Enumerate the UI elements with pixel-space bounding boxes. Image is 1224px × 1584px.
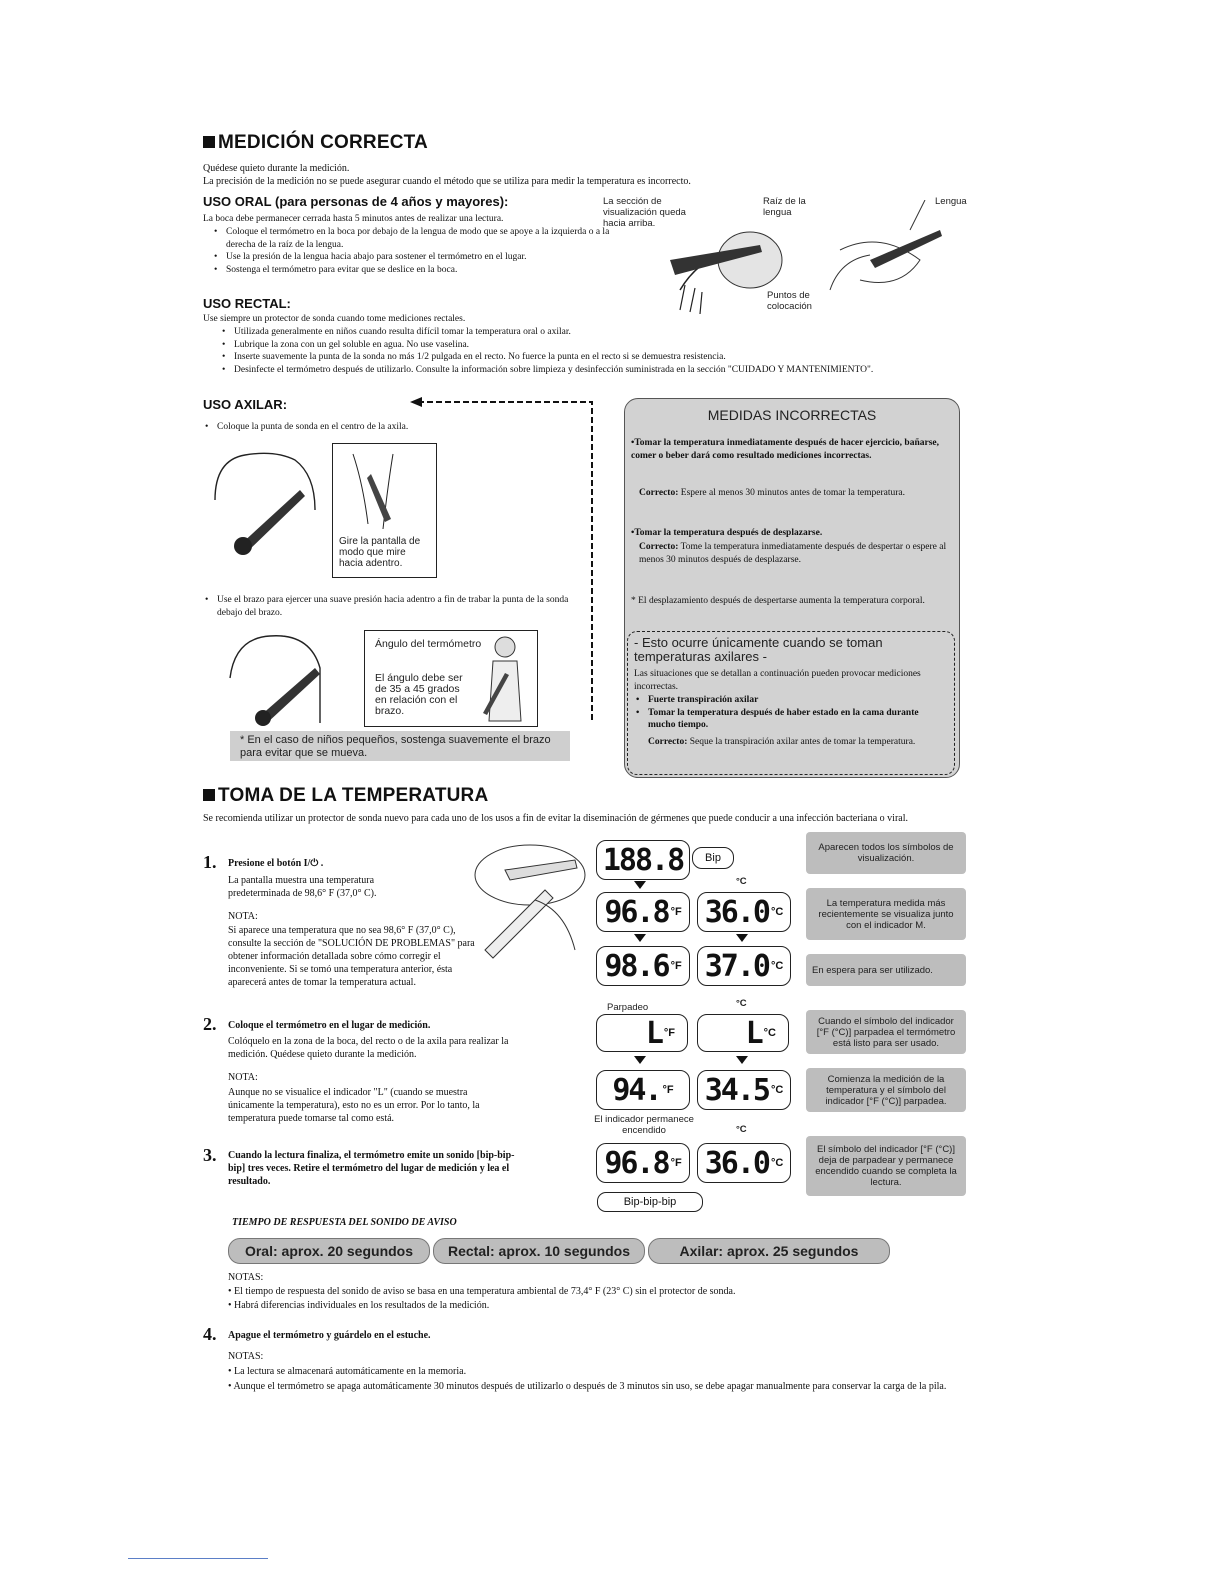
list-item: • Use la presión de la lengua hacia abajo para sostener el termómetro en el lugar. <box>212 251 612 264</box>
step-4-note-1: • La lectura se almacenará automáticamente en la memoria. <box>228 1366 467 1377</box>
pill-rectal: Rectal: aprox. 10 segundos <box>433 1238 645 1264</box>
step-2-number: 2. <box>203 1014 217 1034</box>
axilar-only-bullets: • Fuerte transpiración axilar • Tomar la temperatura después de haber estado en la cama durante mucho tiempo. <box>634 694 934 732</box>
display-c-final: 36.0 °C <box>697 1143 791 1183</box>
axilar-illustration-1 <box>205 440 335 555</box>
incorrect-item-1: •Tomar la temperatura inmediatamente después de hacer ejercicio, bañarse, comer o beber dará como resultado mediciones incorrectas. <box>631 438 939 461</box>
angle-illustration <box>475 633 535 723</box>
oral-text: La boca debe permanecer cerrada hasta 5 minutos antes de realizar una lectura. <box>203 214 504 224</box>
incorrect-title: MEDIDAS INCORRECTAS <box>707 407 877 423</box>
axilar-fig1-box <box>332 443 437 578</box>
fig-root-label: Raíz de la lengua <box>763 196 806 218</box>
list-item: • Sostenga el termómetro para evitar que se deslice en la boca. <box>212 264 612 277</box>
display-f-final: 96.8 °F <box>596 1143 690 1183</box>
arm-illustration <box>333 444 433 534</box>
response-title: TIEMPO DE RESPUESTA DEL SONIDO DE AVISO <box>232 1217 457 1228</box>
incorrect-item-3: * El desplazamiento después de despertarse aumenta la temperatura corporal. <box>631 596 925 606</box>
display-f-measuring: 94. °F <box>596 1070 690 1110</box>
response-notes-label: NOTAS: <box>228 1272 264 1283</box>
axilar-only-title: - Esto ocurre únicamente cuando se toman temperaturas axilares - <box>634 635 883 664</box>
rectal-bullets <box>220 326 980 376</box>
footer-rule <box>128 1558 268 1559</box>
step-2-note-label: NOTA: <box>228 1072 258 1083</box>
rectal-text: Use siempre un protector de sonda cuando tome mediciones rectales. <box>203 314 466 324</box>
response-note-1: • El tiempo de respuesta del sonido de aviso se basa en una temperatura ambiental de 73,4° F (23° C) sin el protector de sonda. <box>228 1286 736 1297</box>
pill-oral: Oral: aprox. 20 segundos <box>228 1238 430 1264</box>
side-note-6: El símbolo del indicador [°F (°C)] deja de parpadear y permanece encendido cuando se completa la lectura. <box>806 1136 966 1196</box>
list-item: • Coloque el termómetro en la boca por debajo de la lengua de modo que se apoye a la izquierda o a la derecha de la raíz de la lengua. <box>212 226 612 251</box>
section-title-toma: TOMA DE LA TEMPERATURA <box>203 785 488 807</box>
list-item: • Lubrique la zona con un gel soluble en agua. No use vaselina. <box>220 339 980 352</box>
child-note: * En el caso de niños pequeños, sostenga suavemente el brazo para evitar que se mueva. <box>230 731 570 761</box>
display-f-memory: 96.8 °F <box>596 892 690 932</box>
oral-illustration <box>640 200 970 320</box>
axilar-bullet-2: • Use el brazo para ejercer una suave presión hacia adentro a fin de trabar la punta de la sonda debajo del brazo. <box>203 594 583 619</box>
fig-tongue-label: Lengua <box>935 196 967 207</box>
display-c-memory: 36.0 °C <box>697 892 791 932</box>
display-all-symbols: 188.8 <box>596 840 690 880</box>
axilar-only-intro: Las situaciones que se detallan a continuación pueden provocar mediciones incorrectas. <box>634 669 921 692</box>
axilar-only-box <box>627 631 955 775</box>
display-f-standby: 98.6 °F <box>596 946 690 986</box>
step-4-title: Apague el termómetro y guárdelo en el estuche. <box>228 1330 431 1341</box>
step-2-title: Coloque el termómetro en el lugar de medición. <box>228 1020 431 1031</box>
bip-indicator: Bip <box>692 847 734 869</box>
arrow-down-icon <box>634 934 646 942</box>
step-2-note: Aunque no se visualice el indicador "L" (cuando se muestra únicamente la temperatura), esto no es un error. Por lo tanto, la temperatura puede tomarse tal como está. <box>228 1087 480 1124</box>
intro-line-1: Quédese quieto durante la medición. <box>203 163 350 174</box>
side-note-4: Cuando el símbolo del indicador [°F (°C)] parpadea el termómetro está listo para ser usado. <box>806 1010 966 1054</box>
intro-line-2: La precisión de la medición no se puede asegurar cuando el método que se utiliza para medir la temperatura es incorrecto. <box>203 176 691 187</box>
unit-c-label: °C <box>736 876 747 887</box>
side-note-5: Comienza la medición de la temperatura y el símbolo del indicador [°F (°C)] parpadea. <box>806 1068 966 1112</box>
incorrect-item-2-fix: Correcto: Tome la temperatura inmediatamente después de despertar o espere al menos 30 minutos después de desplazarse. <box>639 542 947 565</box>
response-note-2: • Habrá diferencias individuales en los resultados de la medición. <box>228 1300 490 1311</box>
unit-c-label: °C <box>736 1124 747 1135</box>
step-1-number: 1. <box>203 852 217 872</box>
list-item: • Utilizada generalmente en niños cuando resulta difícil tomar la temperatura oral o axilar. <box>220 326 980 339</box>
hand-thermometer-illustration <box>465 840 595 960</box>
step-4-notes-label: NOTAS: <box>228 1351 264 1362</box>
step-4-number: 4. <box>203 1324 217 1344</box>
bipbip-indicator: Bip-bip-bip <box>597 1192 703 1212</box>
side-note-3: En espera para ser utilizado. <box>806 954 966 986</box>
axilar-fig2-title: Ángulo del termómetro <box>375 638 482 650</box>
incorrect-item-2: •Tomar la temperatura después de desplazarse. <box>631 528 823 538</box>
display-c-ready: L °C <box>697 1014 789 1052</box>
step-2-text: Colóquelo en la zona de la boca, del recto o de la axila para realizar la medición. Quédese quieto durante la medición. <box>228 1036 509 1060</box>
toma-intro: Se recomienda utilizar un protector de sonda nuevo para cada uno de los usos a fin de evitar la diseminación de gérmenes que puede conducir a una infección bacteriana o viral. <box>203 813 908 824</box>
display-f-ready: L °F <box>596 1014 688 1052</box>
rectal-heading: USO RECTAL: <box>203 296 291 311</box>
unit-c-label: °C <box>736 998 747 1009</box>
axilar-fig2-text: El ángulo debe ser de 35 a 45 grados en relación con el brazo. <box>375 672 463 717</box>
axilar-bullet-1: • Coloque la punta de sonda en el centro de la axila. <box>203 421 583 434</box>
axilar-only-fix: Correcto: Seque la transpiración axilar antes de tomar la temperatura. <box>648 737 916 747</box>
side-note-2: La temperatura medida más recientemente se visualiza junto con el indicador M. <box>806 888 966 940</box>
step-3-title: Cuando la lectura finaliza, el termómetro emite un sonido [bip-bip-bip] tres veces. Retire el termómetro del lugar de medición y lea el resultado. <box>228 1150 515 1187</box>
step-1-note: Si aparece una temperatura que no sea 98,6° F (37,0° C), consulte la sección de "SOLUCIÓN DE PROBLEMAS" para obtener información detallada sobre cómo corregir el inconveniente. Si se tomó una temperatura anterior, ésta aparecerá antes de tomar la temperatura actual. <box>228 925 475 988</box>
section-title-medicion: MEDICIÓN CORRECTA <box>203 132 428 154</box>
oral-bullets <box>212 226 612 276</box>
arrow-down-icon <box>634 1056 646 1064</box>
fig-display-label: La sección de visualización queda hacia arriba. <box>603 196 686 229</box>
step-3-number: 3. <box>203 1145 217 1165</box>
axilar-fig1-caption: Gire la pantalla de modo que mire hacia adentro. <box>339 536 421 569</box>
list-item: • Desinfecte el termómetro después de utilizarlo. Consulte la información sobre limpieza y desinfección suministrada en la sección "CUIDADO Y MANTENIMIENTO". <box>220 364 980 377</box>
step-1-text: La pantalla muestra una temperatura predeterminada de 98,6° F (37,0° C). <box>228 875 377 899</box>
axilar-heading: USO AXILAR: <box>203 397 288 412</box>
fig-points-label: Puntos de colocación <box>767 290 812 312</box>
step-1-note-label: NOTA: <box>228 911 258 922</box>
incorrect-item-1-fix: Correcto: Espere al menos 30 minutos antes de tomar la temperatura. <box>639 488 905 498</box>
axilar-fig2-box <box>364 630 538 727</box>
arrow-down-icon <box>634 881 646 889</box>
step-1-title: Presione el botón I/⏻ . <box>228 858 324 869</box>
step-4-note-2: • Aunque el termómetro se apaga automáticamente 30 minutos después de utilizarlo o después de 3 minutos sin uso, se debe apagar manualmente para conservar la carga de la pila. <box>228 1381 947 1392</box>
arrow-down-icon <box>736 934 748 942</box>
axilar-illustration-2 <box>225 628 360 728</box>
pill-axilar: Axilar: aprox. 25 segundos <box>648 1238 890 1264</box>
display-c-measuring: 34.5 °C <box>697 1070 791 1110</box>
list-item: • Inserte suavemente la punta de la sonda no más 1/2 pulgada en el recto. No fuerce la punta en el recto si se demuestra resistencia. <box>220 351 980 364</box>
blink-label: Parpadeo <box>607 1002 649 1013</box>
arrow-down-icon <box>736 1056 748 1064</box>
oral-heading: USO ORAL (para personas de 4 años y mayores): <box>203 194 509 209</box>
incorrect-measures-box <box>624 398 960 778</box>
display-c-standby: 37.0 °C <box>697 946 791 986</box>
side-note-1: Aparecen todos los símbolos de visualización. <box>806 832 966 874</box>
indicator-label: El indicador permanece encendido <box>594 1114 694 1136</box>
